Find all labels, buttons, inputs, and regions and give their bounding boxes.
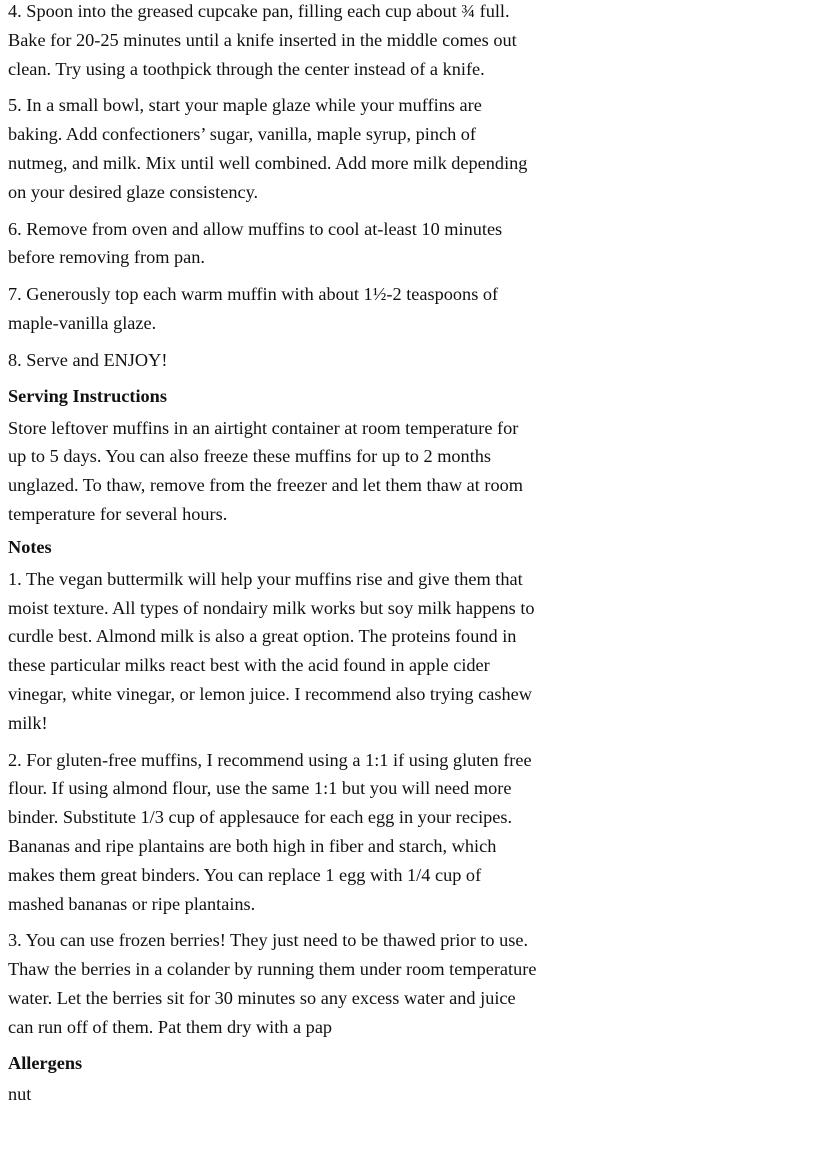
recipe-document	[8, 0, 538, 1108]
serving-instructions-text: Store leftover muffins in an airtight container at room temperature for up to 5 days. You can also freeze these muffins for up to 2 months unglazed. To thaw, remove from the freezer and let them thaw at room temperature for several hours.	[8, 417, 523, 524]
notes-heading: Notes	[8, 536, 52, 557]
note-item-1: 1. The vegan buttermilk will help your muffins rise and give them that moist texture. All types of nondairy milk works but soy milk happens to curdle best. Almond milk is also a great option. The proteins found in these particular milks react best with the acid found in apple cider vinegar, white vinegar, or lemon juice. I recommend also trying cashew milk!	[8, 568, 535, 733]
allergens-value: nut	[8, 1083, 32, 1104]
instruction-step-8: 8. Serve and ENJOY!	[8, 349, 168, 370]
instruction-step-7: 7. Generously top each warm muffin with about 1½-2 teaspoons of maple-vanilla glaze.	[8, 284, 499, 333]
instruction-step-6: 6. Remove from oven and allow muffins to cool at-least 10 minutes before removing from pan.	[8, 218, 503, 268]
instruction-step-4: 4. Spoon into the greased cupcake pan, filling each cup about ¾ full. Bake for 20-25 minutes until a knife inserted in the middle comes out clean. Try using a toothpick through the center instead of a knife.	[8, 1, 517, 79]
serving-instructions-heading: Serving Instructions	[8, 385, 167, 406]
note-item-3: 3. You can use frozen berries! They just need to be thawed prior to use. Thaw the berries in a colander by running them under room temperature water. Let the berries sit for 30 minutes so any excess water and juice can run off of them. Pat them dry with a pap	[8, 930, 537, 1037]
instruction-step-5: 5. In a small bowl, start your maple glaze while your muffins are baking. Add confectioners’ sugar, vanilla, maple syrup, pinch of nutmeg, and milk. Mix until well combined. Add more milk depending on your desired glaze consistency.	[8, 95, 528, 202]
allergens-heading: Allergens	[8, 1052, 83, 1073]
note-item-2: 2. For gluten-free muffins, I recommend using a 1:1 if using gluten free flour. If using almond flour, use the same 1:1 but you will need more binder. Substitute 1/3 cup of applesauce for each egg in your recipes. Bananas and ripe plantains are both high in fiber and starch, which makes them great binders. You can replace 1 egg with 1/4 cup of mashed bananas or ripe plantains.	[8, 749, 532, 914]
